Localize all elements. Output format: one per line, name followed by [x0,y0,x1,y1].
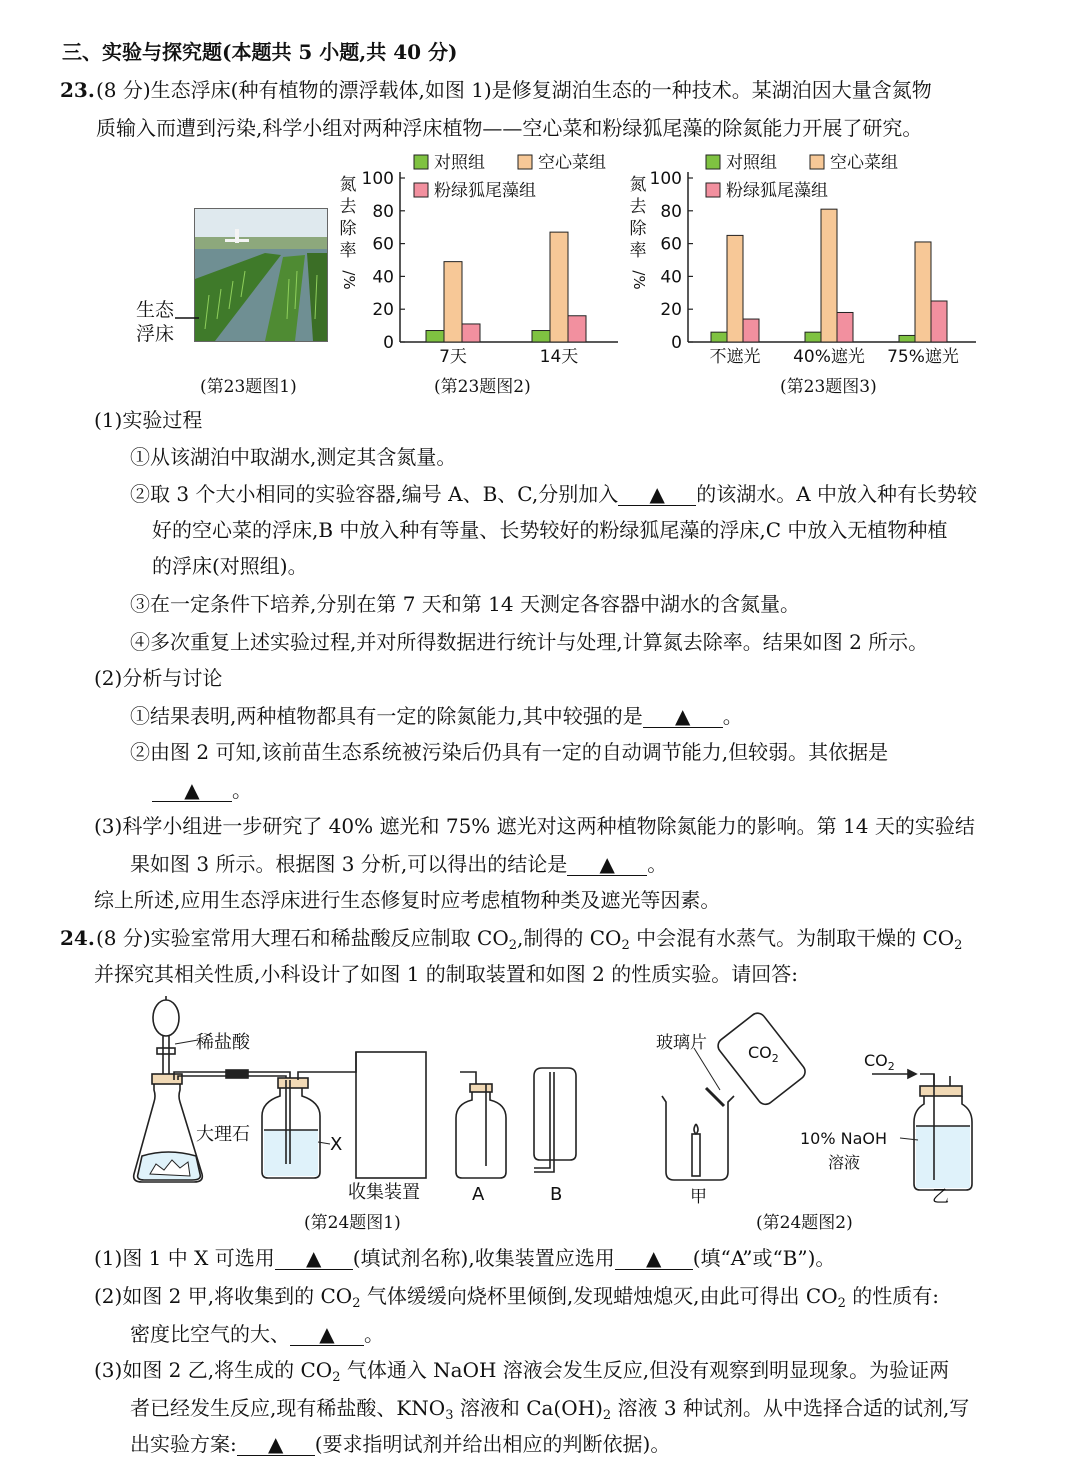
y-axis-label-char: 氮 [629,175,647,195]
legend-swatch [414,183,428,197]
y-axis-unit: /% [630,270,648,290]
q24-part1: (1)图 1 中 X 可选用 ▲ (填试剂名称),收集装置应选用 ▲ (填“A”或“B”)。 [94,1246,836,1270]
answer-blank[interactable]: ▲ [275,1247,353,1270]
label-naoh-2: 溶液 [828,1153,861,1172]
section-title: 三、实验与探究题(本题共 5 小题,共 40 分) [62,40,458,64]
q23-analysis1: ①结果表明,两种植物都具有一定的除氮能力,其中较强的是 ▲ 。 [130,704,743,728]
beaker [662,1096,734,1180]
y-axis-label-char: 氮 [339,175,357,195]
candle [692,1134,700,1176]
bar [899,335,915,342]
legend-swatch [518,155,532,169]
fig1-photo [194,208,328,342]
q23-step2-line3: 的浮床(对照组)。 [152,554,308,578]
q23-intro-line1: (8 分)生态浮床(种有植物的漂浮载体,如图 1)是修复湖泊生态的一种技术。某湖泊因大量含氮物 [96,78,932,102]
q23-analysis2-blank-line: ▲ 。 [152,776,252,804]
funnel-stopcock[interactable] [157,1048,175,1054]
q23-part2-title: (2)分析与讨论 [94,666,223,690]
legend-label: 对照组 [726,153,777,173]
label-co2-bottle: $CO_2$ [748,1043,779,1065]
legend-swatch [706,155,720,169]
y-tick-label: 60 [660,234,682,255]
label-glass-slide: 玻璃片 [656,1033,707,1053]
q24-part3-line1: (3)如图 2 乙,将生成的 $CO_2$ 气体通入 NaOH 溶液会发生反应,但没有观察到明显现象。为验证两 [94,1358,950,1385]
bar [711,332,727,342]
bar [550,232,568,342]
fig1-caption: (第23题图1) [200,377,297,397]
fig1-pointer-line [175,316,199,320]
q24-part2-line1: (2)如图 2 甲,将收集到的 $CO_2$ 气体缓缓向烧杯里倾倒,发现蜡烛熄灭,由此可得出 $CO_2$ 的性质有: [94,1284,939,1311]
fig1-label-line2: 浮床 [136,323,175,345]
legend-swatch [706,183,720,197]
label-co2-arrow: $CO_2$ [864,1051,895,1073]
q24-part3-line3: 出实验方案: ▲ (要求指明试剂并给出相应的判断依据)。 [130,1432,671,1456]
y-tick-label: 60 [372,234,394,255]
q24-intro-line1: (8 分)实验室常用大理石和稀盐酸反应制取 $CO_2$,制得的 $CO_2$ 中会混有水蒸气。为制取干燥的 $CO_2$ [96,926,963,953]
q23-number: 23. [60,78,95,102]
legend-label: 粉绿狐尾藻组 [434,181,536,201]
label-yi: 乙 [932,1187,949,1204]
label-naoh-1: 10% NaOH [800,1129,888,1148]
q23-analysis2: ②由图 2 可知,该前苗生态系统被污染后仍具有一定的自动调节能力,但较弱。其依据是 [130,740,889,764]
bar [805,332,821,342]
y-axis-label-char: 去 [339,197,357,217]
q24-intro-line2: 并探究其相关性质,小科设计了如图 1 的制取装置和如图 2 的性质实验。请回答: [94,962,798,986]
y-tick-label: 80 [372,201,394,222]
y-tick-label: 80 [660,201,682,222]
y-tick-label: 100 [361,169,394,189]
legend-swatch [810,155,824,169]
label-hcl: 稀盐酸 [196,1032,250,1053]
fig24-2-apparatus [650,1004,990,1204]
q23-summary: 综上所述,应用生态浮床进行生态修复时应考虑植物种类及遮光等因素。 [94,888,721,912]
separatory-funnel [153,1000,179,1036]
legend-label: 空心菜组 [830,153,898,173]
legend-label: 空心菜组 [538,153,606,173]
fig3-caption: (第23题图3) [780,377,877,397]
y-axis-label-char: 率 [629,241,647,261]
fig3-chart [628,150,980,372]
q23-part3-line1: (3)科学小组进一步研究了 40% 遮光和 75% 遮光对这两种植物除氮能力的影响。第 14 天的实验结 [94,814,975,838]
q24-part2-line2: 密度比空气的大、 ▲ 。 [130,1322,384,1346]
q24-part3-line2: 者已经发生反应,现有稀盐酸、$KNO_3$ 溶液和 $Ca(OH)_2$ 溶液 3 种试剂。从中选择合适的试剂,写 [130,1396,970,1423]
y-tick-label: 0 [383,333,394,353]
collection-device-b[interactable] [534,1068,576,1160]
bar [837,312,853,342]
q23-step2-line2: 好的空心菜的浮床,B 中放入种有等量、长势较好的粉绿狐尾藻的浮床,C 中放入无植物种植 [152,518,948,542]
bar [743,319,759,342]
label-jia: 甲 [690,1187,707,1204]
bar [444,262,462,342]
collection-device-box [356,1052,426,1178]
answer-blank[interactable]: ▲ [618,483,696,506]
legend-label: 粉绿狐尾藻组 [726,181,828,201]
fig2-chart [338,150,628,372]
answer-blank[interactable]: ▲ [152,779,232,802]
label-x: X [330,1134,343,1155]
x-tick-label: 40%遮光 [793,347,865,367]
label-marble: 大理石 [196,1124,250,1145]
fig24-1-caption: (第24题图1) [304,1213,401,1233]
bar [915,242,931,342]
q23-part1-title: (1)实验过程 [94,408,203,432]
q23-step2-line1: ②取 3 个大小相同的实验容器,编号 A、B、C,分别加入 ▲ 的该湖水。A 中放入种有长势较 [130,482,978,506]
q23-step4: ④多次重复上述实验过程,并对所得数据进行统计与处理,计算氮去除率。结果如图 2 所示。 [130,630,929,654]
label-device-b: B [550,1184,563,1205]
answer-blank[interactable]: ▲ [615,1247,693,1270]
y-axis-label-char: 除 [339,219,357,239]
bar [931,301,947,342]
q23-part3-line2: 果如图 3 所示。根据图 3 分析,可以得出的结论是 ▲ 。 [130,852,668,876]
fig2-caption: (第23题图2) [434,377,531,397]
y-axis-label-char: 去 [629,197,647,217]
bar [532,331,550,342]
y-tick-label: 20 [372,300,394,321]
y-tick-label: 100 [649,169,682,189]
legend-label: 对照组 [434,153,485,173]
answer-blank[interactable]: ▲ [237,1433,315,1456]
y-axis-label-char: 除 [629,219,647,239]
fig24-2-caption: (第24题图2) [756,1213,853,1233]
y-axis-unit: /% [340,270,358,290]
answer-blank[interactable]: ▲ [290,1323,364,1346]
q23-intro-line2: 质输入而遭到污染,科学小组对两种浮床植物——空心菜和粉绿狐尾藻的除氮能力开展了研究。 [96,116,923,140]
x-tick-label: 75%遮光 [887,347,959,367]
fig1-label-line1: 生态 [136,299,175,321]
x-tick-label: 7天 [439,347,467,367]
y-axis-label-char: 率 [339,241,357,261]
x-tick-label: 不遮光 [709,347,761,367]
y-tick-label: 40 [372,267,394,288]
label-collect: 收集装置 [348,1182,420,1203]
answer-blank[interactable]: ▲ [643,705,723,728]
bar [462,324,480,342]
bar [426,331,444,342]
y-tick-label: 0 [671,333,682,353]
bar [727,235,743,342]
legend-swatch [414,155,428,169]
answer-blank[interactable]: ▲ [567,853,647,876]
collection-device-a[interactable] [456,1092,506,1178]
label-device-a: A [472,1184,485,1205]
x-tick-label: 14天 [539,347,579,367]
bar [821,209,837,342]
floating-bed-picture [195,209,327,341]
q23-step3: ③在一定条件下培养,分别在第 7 天和第 14 天测定各容器中湖水的含氮量。 [130,592,800,616]
q23-step1: ①从该湖泊中取湖水,测定其含氮量。 [130,445,457,469]
q24-number: 24. [60,926,95,950]
y-tick-label: 20 [660,300,682,321]
y-tick-label: 40 [660,267,682,288]
fig24-1-apparatus [130,992,600,1207]
bar [568,316,586,342]
